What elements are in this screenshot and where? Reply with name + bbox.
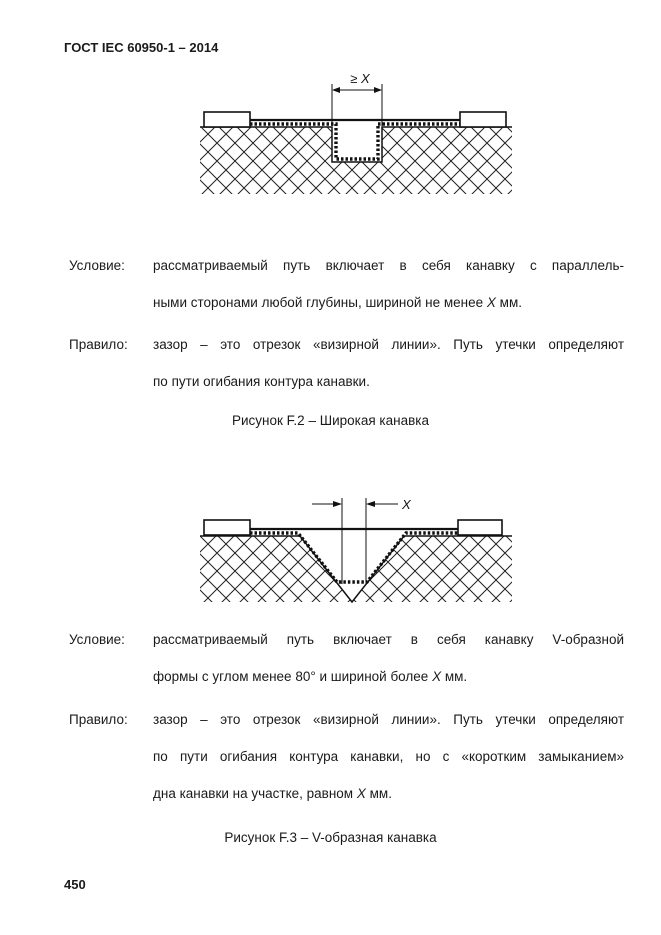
text-line: по пути огибания контура канавки. xyxy=(153,374,370,389)
rule-label: Правило: xyxy=(69,712,128,727)
text-line: рассматриваемый путь включает в себя канавку V-образной xyxy=(153,632,624,647)
left-conductor xyxy=(204,520,250,535)
left-conductor xyxy=(204,112,250,127)
rule-text xyxy=(153,710,624,821)
variable-x: X xyxy=(356,786,366,801)
condition-text xyxy=(153,256,624,330)
variable-x: X xyxy=(486,295,496,310)
rule-text xyxy=(153,335,624,409)
condition-text xyxy=(153,630,624,704)
text-line: дна канавки на участке, равном X мм. xyxy=(153,786,392,801)
text-line: зазор – это отрезок «визирной линии». Путь утечки определяют xyxy=(153,337,624,352)
figure-f2-wide-groove-diagram xyxy=(190,62,520,200)
page-number: 450 xyxy=(64,877,86,892)
figure-f2-caption: Рисунок F.2 – Широкая канавка xyxy=(232,413,429,428)
condition-label: Условие: xyxy=(69,258,125,273)
text-line: рассматриваемый путь включает в себя канавку с параллель- xyxy=(153,258,624,273)
right-conductor xyxy=(458,520,502,535)
text-line: по пути огибания контура канавки, но с «коротким замыканием» xyxy=(153,749,624,764)
rule-label: Правило: xyxy=(69,337,128,352)
figure-f3-caption: Рисунок F.3 – V-образная канавка xyxy=(224,830,437,845)
dimension-label-f3: X xyxy=(402,497,411,512)
condition-label: Условие: xyxy=(69,632,125,647)
text-line: зазор – это отрезок «визирной линии». Путь утечки определяют xyxy=(153,712,624,727)
text-line: ными сторонами любой глубины, шириной не менее X мм. xyxy=(153,295,522,310)
dimension-label-f2: ≥ X xyxy=(350,71,370,86)
document-header: ГОСТ IEC 60950-1 – 2014 xyxy=(64,40,219,55)
variable-x: X xyxy=(432,669,442,684)
right-conductor xyxy=(460,112,506,127)
figure-f3-v-groove-diagram xyxy=(190,490,520,610)
text-line: формы с углом менее 80° и шириной более X мм. xyxy=(153,669,468,684)
